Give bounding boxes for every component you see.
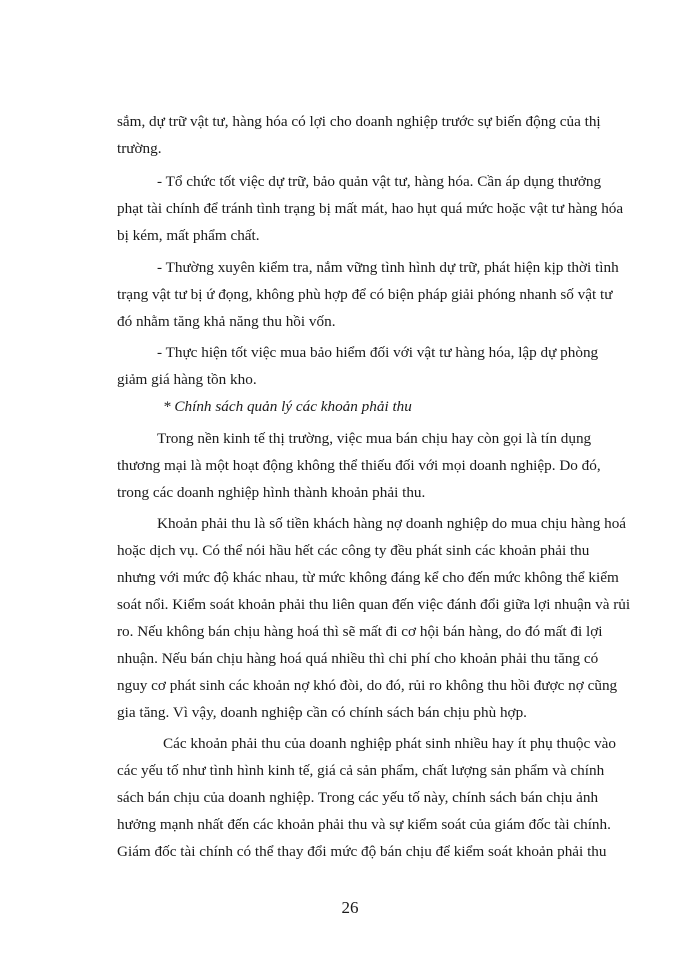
text-line: gia tăng. Vì vậy, doanh nghiệp cần có chính sách bán chịu phù hợp.: [117, 704, 527, 721]
text-line: Trong nền kinh tế thị trường, việc mua bán chịu hay còn gọi là tín dụng: [157, 430, 592, 447]
text-line: soát nổi. Kiểm soát khoản phải thu liên quan đến việc đánh đổi giữa lợi nhuận và rủi: [117, 596, 631, 613]
page-number: 26: [341, 898, 359, 917]
text-line: trường.: [117, 140, 162, 157]
text-line: bị kém, mất phẩm chất.: [117, 227, 260, 244]
text-line: sách bán chịu của doanh nghiệp. Trong các yếu tố này, chính sách bán chịu ảnh: [117, 789, 599, 806]
text-line: Các khoản phải thu của doanh nghiệp phát sinh nhiều hay ít phụ thuộc vào: [163, 735, 616, 752]
text-line: nguy cơ phát sinh các khoản nợ khó đòi, do đó, rủi ro không thu hồi được nợ cũng: [117, 677, 618, 694]
text-line: - Tổ chức tốt việc dự trữ, bảo quản vật tư, hàng hóa. Cần áp dụng thưởng: [157, 173, 602, 190]
text-line: nhưng với mức độ khác nhau, từ mức không đáng kể cho đến mức không thể kiểm: [117, 569, 619, 586]
text-line: thương mại là một hoạt động không thể thiếu đối với mọi doanh nghiệp. Do đó,: [117, 457, 601, 474]
text-line: - Thường xuyên kiểm tra, nắm vững tình hình dự trữ, phát hiện kịp thời tình: [157, 259, 619, 276]
text-line: Giám đốc tài chính có thể thay đổi mức độ bán chịu để kiểm soát khoản phải thu: [117, 843, 607, 860]
text-line: trong các doanh nghiệp hình thành khoản phải thu.: [117, 484, 426, 501]
text-line: Khoản phải thu là số tiền khách hàng nợ doanh nghiệp do mua chịu hàng hoá: [157, 515, 627, 532]
text-line: sắm, dự trữ vật tư, hàng hóa có lợi cho doanh nghiệp trước sự biến động của thị: [117, 113, 601, 130]
text-line: nhuận. Nếu bán chịu hàng hoá quá nhiều thì chi phí cho khoản phải thu tăng có: [117, 650, 599, 667]
text-line: phạt tài chính để tránh tình trạng bị mất mát, hao hụt quá mức hoặc vật tư hàng hóa: [117, 200, 624, 217]
text-line: trạng vật tư bị ứ đọng, không phù hợp để có biện pháp giải phóng nhanh số vật tư: [117, 286, 613, 303]
text-line: - Thực hiện tốt việc mua bảo hiểm đối với vật tư hàng hóa, lập dự phòng: [157, 344, 599, 361]
text-line: giảm giá hàng tồn kho.: [117, 371, 257, 388]
text-line: hoặc dịch vụ. Có thể nói hầu hết các công ty đều phát sinh các khoản phải thu: [117, 542, 590, 559]
text-line: các yếu tố như tình hình kinh tế, giá cả sản phẩm, chất lượng sản phẩm và chính: [117, 762, 605, 779]
text-line: đó nhằm tăng khả năng thu hồi vốn.: [117, 313, 336, 330]
text-line: hưởng mạnh nhất đến các khoản phải thu và sự kiểm soát của giám đốc tài chính.: [117, 816, 611, 833]
section-heading: * Chính sách quản lý các khoản phải thu: [163, 398, 412, 415]
text-line: ro. Nếu không bán chịu hàng hoá thì sẽ mất đi cơ hội bán hàng, do đó mất đi lợi: [117, 623, 603, 640]
